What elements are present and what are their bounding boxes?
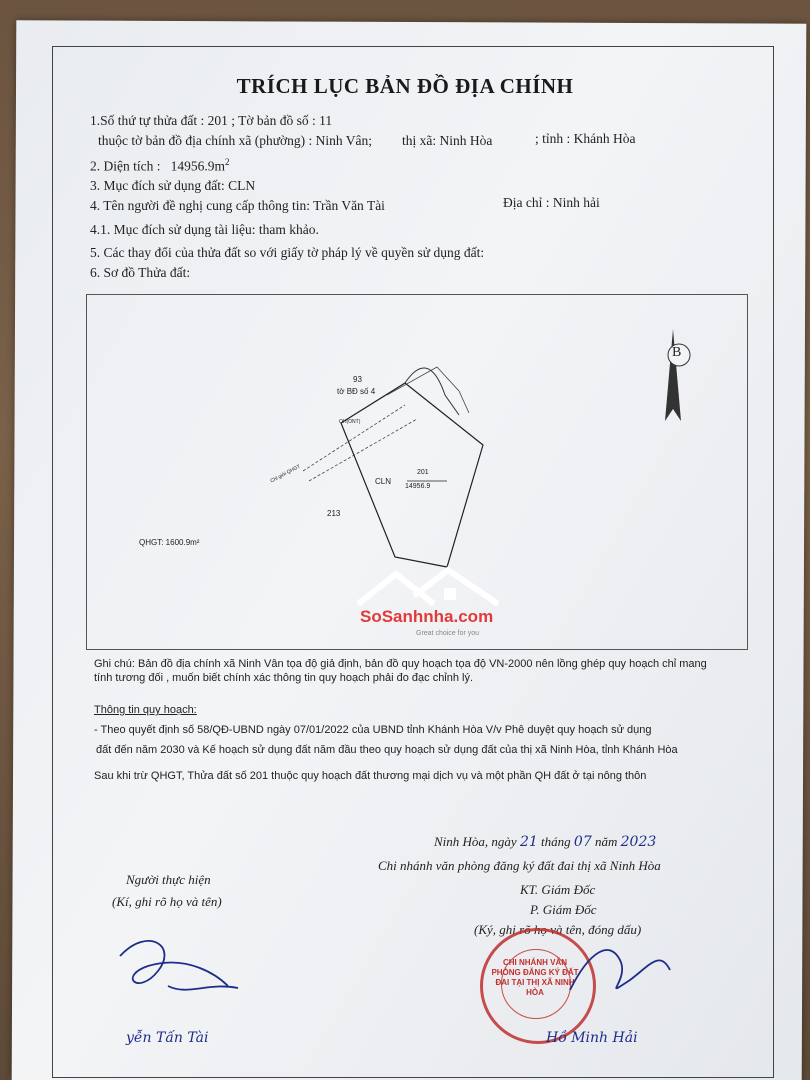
requester-line: 4. Tên người đề nghị cung cấp thông tin: Trần Văn Tài bbox=[90, 198, 385, 213]
deputy-director: P. Giám Đốc bbox=[530, 902, 597, 917]
planning-line-2 bbox=[309, 419, 417, 481]
performer-name: yễn Tấn Tài bbox=[126, 1030, 209, 1046]
area-unit-sup: 2 bbox=[225, 157, 230, 167]
land-purpose: 3. Mục đích sử dụng đất: CLN bbox=[90, 178, 256, 193]
road-label-2: Chỉ giới QHGT bbox=[269, 463, 302, 485]
note-line-2: tính tương đối , muốn biết chính xác thông tin quy hoạch phải đo đạc chỉnh lý. bbox=[94, 672, 474, 684]
deputy-director-name: Hồ Minh Hải bbox=[546, 1030, 638, 1046]
date-year: 2023 bbox=[620, 834, 657, 850]
parcel-area-label: 14956.9 bbox=[405, 483, 431, 490]
sign-instruction-right: (Ký, ghi rõ họ và tên, đóng dấu) bbox=[474, 922, 642, 937]
area-value: 14956.9m bbox=[170, 158, 226, 174]
office-name: Chi nhánh văn phòng đăng ký đất đai thị xã Ninh Hòa bbox=[378, 858, 661, 873]
area-label bbox=[90, 157, 230, 175]
parcel-number-line: 1.Số thứ tự thửa đất : 201 ; Tờ bản đồ số : 11 bbox=[90, 113, 333, 128]
north-arrow-icon bbox=[665, 329, 681, 421]
date-day: 21 bbox=[519, 834, 538, 850]
area-label-text: 2. Diện tích : bbox=[90, 158, 161, 174]
qhgt-label: QHGT: 1600.9m² bbox=[139, 538, 200, 547]
date-prefix: Ninh Hòa, ngày bbox=[434, 834, 517, 849]
province-line: ; tỉnh : Khánh Hòa bbox=[535, 131, 636, 146]
performer-title: Người thực hiện bbox=[126, 872, 211, 887]
date-year-label: năm bbox=[594, 834, 618, 849]
date-month-label: tháng bbox=[541, 834, 571, 849]
parcel-213-label: 213 bbox=[327, 509, 341, 518]
stamp-center-text: CHI NHÁNH VĂN PHÒNG ĐĂNG KÝ ĐẤT ĐAI TẠI THỊ XÃ NINH HÒA bbox=[491, 958, 579, 997]
parcel-201-outline bbox=[341, 383, 483, 567]
address-line: Địa chỉ : Ninh hải bbox=[503, 195, 600, 210]
parcel-no-label: 201 bbox=[417, 469, 429, 476]
sign-instruction-left: (Kí, ghi rõ họ và tên) bbox=[112, 894, 222, 909]
watermark-brand: SoSanhnha.com bbox=[360, 607, 494, 626]
changes-line: 5. Các thay đổi của thửa đất so với giấy tờ pháp lý về quyền sử dụng đất: bbox=[90, 245, 485, 260]
planning-heading: Thông tin quy hoạch: bbox=[94, 704, 197, 716]
north-marker-label: B bbox=[672, 345, 682, 360]
date-month: 07 bbox=[573, 834, 592, 850]
parcel-93-label: 93 bbox=[353, 375, 362, 384]
performer-signature bbox=[108, 926, 248, 1016]
director-signature bbox=[560, 930, 680, 1010]
land-code-label: CLN bbox=[375, 477, 392, 486]
signing-date bbox=[434, 834, 656, 850]
note-line-1: Ghi chú: Bản đồ địa chính xã Ninh Vân tọa độ giả định, bản đồ quy hoạch tọa độ VN-2000 nên lồng ghép quy hoạch chỉ mang bbox=[94, 658, 707, 670]
planning-line-1: - Theo quyết định số 58/QĐ-UBND ngày 07/01/2022 của UBND tỉnh Khánh Hòa V/v Phê duyệt quy hoạch sử dụng bbox=[94, 724, 652, 736]
planning-line-2: đất đến năm 2030 và Kế hoạch sử dụng đất năm đầu theo quy hoạch sử dụng đất của thị xã Ninh Hòa, tỉnh Khánh Hòa bbox=[96, 744, 678, 756]
sheet-ref-label: tờ BĐ số 4 bbox=[337, 387, 376, 396]
commune-line: thuộc tờ bản đồ địa chính xã (phường) : Ninh Vân; bbox=[98, 133, 373, 148]
road-edge-1 bbox=[405, 368, 459, 415]
kt-director: KT. Giám Đốc bbox=[520, 882, 596, 897]
usage-line: 4.1. Mục đích sử dụng tài liệu: tham khảo. bbox=[90, 222, 319, 237]
road-edge-2 bbox=[387, 367, 469, 413]
document-title: TRÍCH LỤC BẢN ĐỒ ĐỊA CHÍNH bbox=[236, 74, 574, 98]
road-label-1: QH(ONT) bbox=[339, 419, 361, 425]
diagram-label: 6. Sơ đồ Thửa đất: bbox=[90, 265, 191, 280]
planning-line-3: Sau khi trừ QHGT, Thửa đất số 201 thuộc quy hoạch đất thương mại dịch vụ và một phần QH đất ở tại nông thôn bbox=[94, 770, 647, 782]
town-line: thị xã: Ninh Hòa bbox=[402, 133, 493, 148]
watermark-tagline: Great choice for you bbox=[416, 630, 480, 637]
